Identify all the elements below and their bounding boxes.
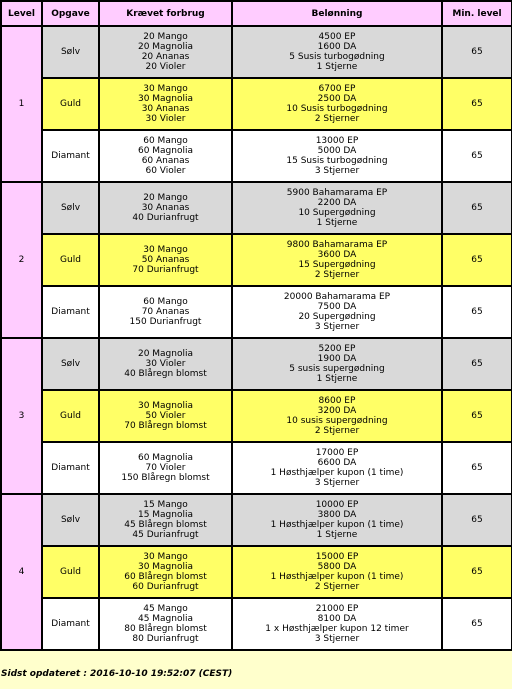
table-row [1,338,512,390]
min-level-cell: 65 [442,546,512,598]
required-item: 50 Violer [145,411,186,421]
reward-cell [232,130,442,182]
required-cell [99,546,232,598]
table-row [1,286,512,338]
reward-item: 1 Stjerne [316,530,358,540]
task-name-cell: Sølv [42,338,99,390]
reward-cell [232,182,442,234]
reward-cell [232,442,442,494]
table-row [1,26,512,78]
reward-item: 2 Stjerner [314,270,360,280]
reward-cell [232,338,442,390]
reward-item: 5 susis supergødning [289,364,385,374]
required-item: 45 Magnolia [137,614,194,624]
required-item: 60 Ananas [141,156,190,166]
required-item: 30 Mango [143,245,188,255]
required-item: 50 Ananas [141,255,190,265]
reward-item: 2 Stjerner [314,114,360,124]
header-row [1,1,512,26]
reward-item: 15 Supergødning [298,260,376,270]
table-row [1,390,512,442]
reward-item: 13000 EP [315,136,359,146]
min-level-cell: 65 [442,442,512,494]
reward-cell [232,286,442,338]
min-level-cell: 65 [442,338,512,390]
reward-item: 2 Stjerner [314,582,360,592]
min-level-cell: 65 [442,286,512,338]
required-item: 60 Mango [143,297,188,307]
required-cell [99,286,232,338]
table-body [1,26,512,650]
reward-item: 1 Høsthjælper kupon (1 time) [270,468,404,478]
required-item: 30 Violer [145,114,186,124]
reward-item: 7500 DA [317,302,357,312]
task-name-cell: Sølv [42,26,99,78]
required-item: 60 Magnolia [137,146,194,156]
reward-item: 1600 DA [317,42,357,52]
reward-item: 3 Stjerner [314,634,360,644]
required-item: 20 Mango [143,32,188,42]
required-item: 150 Durianfrugt [129,317,202,327]
reward-item: 2500 DA [317,94,357,104]
required-item: 60 Durianfrugt [132,582,199,592]
required-cell [99,182,232,234]
reward-item: 8100 DA [317,614,357,624]
min-level-cell: 65 [442,182,512,234]
task-name-cell: Guld [42,78,99,130]
reward-item: 10 Supergødning [298,208,376,218]
reward-item: 15000 EP [315,552,359,562]
min-level-cell: 65 [442,598,512,650]
reward-item: 15 Susis turbogødning [286,156,388,166]
reward-cell [232,494,442,546]
table-row [1,442,512,494]
reward-item: 21000 EP [315,604,359,614]
required-cell [99,130,232,182]
required-cell [99,442,232,494]
required-item: 15 Magnolia [137,510,194,520]
min-level-cell: 65 [442,390,512,442]
reward-item: 6700 EP [318,84,356,94]
required-item: 70 Ananas [141,307,190,317]
min-level-cell: 65 [442,130,512,182]
min-level-cell: 65 [442,234,512,286]
reward-cell [232,546,442,598]
min-level-cell: 65 [442,78,512,130]
required-cell [99,234,232,286]
required-item: 45 Mango [143,604,188,614]
task-name-cell: Guld [42,234,99,286]
task-name-cell: Guld [42,546,99,598]
required-cell [99,338,232,390]
reward-item: 1 Høsthjælper kupon (1 time) [270,520,404,530]
required-item: 80 Blåregn blomst [124,624,207,634]
reward-cell [232,390,442,442]
required-cell [99,26,232,78]
header-reward: Belønning [232,1,442,26]
required-cell [99,78,232,130]
min-level-cell: 65 [442,494,512,546]
task-name-cell: Diamant [42,130,99,182]
reward-item: 3600 DA [317,250,357,260]
header-level: Level [1,1,42,26]
required-item: 80 Durianfrugt [132,634,199,644]
reward-item: 20000 Bahamarama EP [283,292,391,302]
reward-item: 3200 DA [317,406,357,416]
required-item: 60 Mango [143,136,188,146]
table-row [1,494,512,546]
reward-item: 5 Susis turbogødning [289,52,385,62]
reward-item: 1 Stjerne [316,218,358,228]
required-item: 150 Blåregn blomst [121,473,210,483]
reward-item: 3 Stjerner [314,166,360,176]
reward-item: 9800 Bahamarama EP [286,240,388,250]
reward-item: 1 Stjerne [316,374,358,384]
reward-item: 1900 DA [317,354,357,364]
task-name-cell: Guld [42,390,99,442]
reward-item: 5000 DA [317,146,357,156]
reward-item: 1 Stjerne [316,62,358,72]
reward-item: 6600 DA [317,458,357,468]
reward-item: 5900 Bahamarama EP [286,188,388,198]
required-item: 60 Violer [145,166,186,176]
required-item: 60 Magnolia [137,453,194,463]
required-item: 15 Mango [143,500,188,510]
required-item: 45 Blåregn blomst [124,520,207,530]
reward-cell [232,26,442,78]
required-item: 70 Violer [145,463,186,473]
level-cell: 1 [1,26,42,182]
required-item: 30 Magnolia [137,94,194,104]
reward-item: 4500 EP [318,32,356,42]
reward-cell [232,598,442,650]
required-item: 20 Violer [145,62,186,72]
task-name-cell: Sølv [42,182,99,234]
required-item: 30 Magnolia [137,401,194,411]
header-task: Opgave [42,1,99,26]
reward-item: 1 x Høsthjælper kupon 12 timer [265,624,409,634]
required-item: 20 Magnolia [137,42,194,52]
required-item: 30 Violer [145,359,186,369]
reward-item: 1 Høsthjælper kupon (1 time) [270,572,404,582]
reward-item: 3 Stjerner [314,478,360,488]
required-item: 30 Mango [143,84,188,94]
task-name-cell: Diamant [42,286,99,338]
required-item: 40 Blåregn blomst [124,369,207,379]
required-item: 60 Blåregn blomst [124,572,207,582]
table-row [1,598,512,650]
required-item: 20 Ananas [141,52,190,62]
reward-item: 17000 EP [315,448,359,458]
header-required: Krævet forbrug [99,1,232,26]
reward-item: 3 Stjerner [314,322,360,332]
task-name-cell: Sølv [42,494,99,546]
level-cell: 3 [1,338,42,494]
required-item: 30 Ananas [141,203,190,213]
required-cell [99,598,232,650]
required-cell [99,494,232,546]
table-row [1,130,512,182]
reward-cell [232,234,442,286]
level-cell: 4 [1,494,42,650]
task-name-cell: Diamant [42,598,99,650]
reward-item: 2200 DA [317,198,357,208]
reward-item: 2 Stjerner [314,426,360,436]
reward-item: 10 susis supergødning [286,416,388,426]
required-item: 70 Durianfrugt [132,265,199,275]
table-row [1,182,512,234]
reward-cell [232,78,442,130]
table-row [1,78,512,130]
required-item: 30 Magnolia [137,562,194,572]
required-item: 40 Durianfrugt [132,213,199,223]
required-item: 20 Magnolia [137,349,194,359]
required-item: 30 Mango [143,552,188,562]
table-row [1,546,512,598]
required-item: 30 Ananas [141,104,190,114]
task-name-cell: Diamant [42,442,99,494]
reward-item: 10 Susis turbogødning [286,104,388,114]
min-level-cell: 65 [442,26,512,78]
header-min-level: Min. level [442,1,512,26]
reward-item: 3800 DA [317,510,357,520]
required-item: 70 Blåregn blomst [124,421,207,431]
required-item: 20 Mango [143,193,188,203]
reward-item: 5200 EP [318,344,356,354]
required-item: 45 Durianfrugt [132,530,199,540]
reward-item: 10000 EP [315,500,359,510]
required-cell [99,390,232,442]
table-row [1,234,512,286]
reward-item: 20 Supergødning [298,312,376,322]
reward-item: 8600 EP [318,396,356,406]
level-cell: 2 [1,182,42,338]
last-updated: Sidst opdateret : 2016-10-10 19:52:07 (CEST) [1,669,233,679]
reward-item: 5800 DA [317,562,357,572]
